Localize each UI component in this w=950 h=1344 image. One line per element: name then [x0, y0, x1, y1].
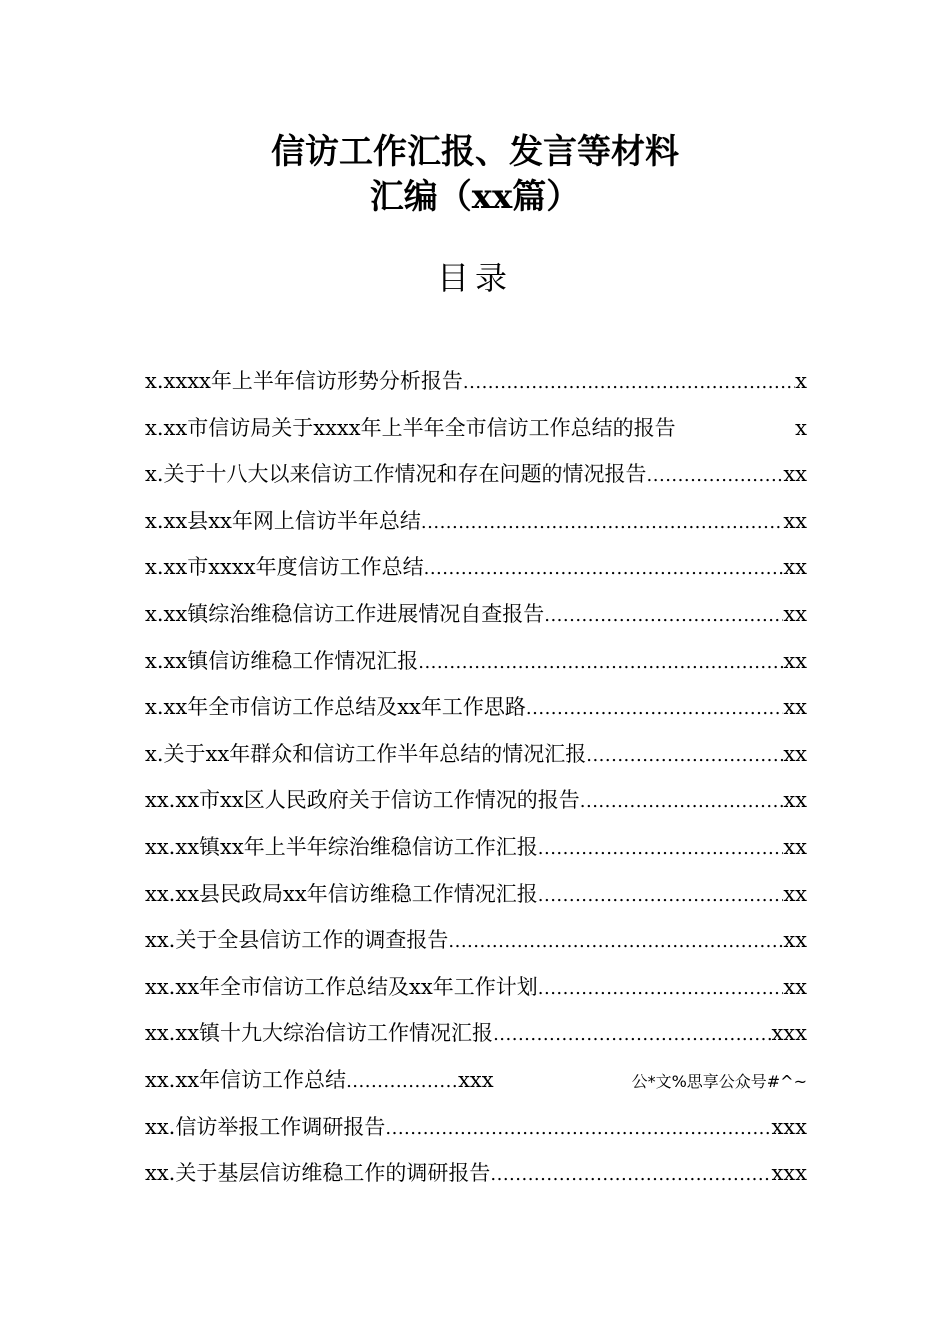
toc-entry-page: xxx: [771, 1161, 807, 1186]
toc-entry[interactable]: [145, 879, 807, 926]
toc-entry-title: xx镇十九大综治信访工作情况汇报: [175, 1021, 494, 1046]
toc-entry-number: xx.: [145, 834, 176, 859]
toc-leader-dots: [580, 785, 784, 819]
toc-entry[interactable]: [145, 646, 807, 693]
toc-entry-title: xx镇信访维稳工作情况汇报: [163, 648, 419, 673]
toc-heading: 目录: [436, 259, 513, 297]
toc-entry-number: xx.: [145, 974, 176, 999]
toc-entry-page: xxx: [771, 1114, 807, 1139]
toc-entry-title: 关于xx年群众和信访工作半年总结的情况汇报: [163, 741, 587, 766]
toc-entry-title: xx市xx区人民政府关于信访工作情况的报告: [175, 788, 580, 813]
toc-entry-page: xxx: [458, 1067, 494, 1092]
toc-entry-number: x.: [145, 555, 164, 580]
document-title-line-2: 汇编（xx篇）: [369, 177, 581, 217]
toc-entry-title: 信访举报工作调研报告: [175, 1114, 386, 1139]
toc-entry-number: x.: [145, 741, 164, 766]
toc-entry[interactable]: [145, 459, 807, 506]
toc-entry-title: 关于基层信访维稳工作的调研报告: [175, 1161, 491, 1186]
toc-entry[interactable]: [145, 1158, 807, 1205]
toc-entry[interactable]: [145, 1065, 807, 1112]
toc-entry[interactable]: [145, 739, 807, 786]
toc-entry-number: xx.: [145, 1161, 176, 1186]
toc-entry-page: xx: [783, 788, 807, 813]
toc-entry-title: xx年全市信访工作总结及xx年工作计划: [175, 974, 538, 999]
toc-leader-dots: [385, 1112, 771, 1146]
toc-entry-number: x.: [145, 508, 164, 533]
toc-entry-page: xx: [783, 695, 807, 720]
toc-entry-number: x.: [145, 648, 164, 673]
toc-leader-dots: [424, 552, 784, 586]
toc-leader-dots: [586, 739, 783, 773]
toc-entry-page: xx: [783, 881, 807, 906]
toc-entry-number: x.: [145, 695, 164, 720]
toc-leader-dots: [647, 459, 784, 493]
toc-entry-title: xx镇综治维稳信访工作进展情况自查报告: [163, 601, 545, 626]
toc-leader-dots: [544, 599, 783, 633]
toc-entry-title: xx县民政局xx年信访维稳工作情况汇报: [175, 881, 538, 906]
toc-leader-dots: [538, 832, 784, 866]
toc-entry-number: x.: [145, 601, 164, 626]
toc-entry[interactable]: [145, 1112, 807, 1159]
toc-entry-number: x.: [145, 415, 164, 440]
toc-leader-dots: [463, 366, 795, 400]
toc-entry-title: xx县xx年网上信访半年总结: [163, 508, 421, 533]
toc-entry[interactable]: [145, 925, 807, 972]
toc-entry-page: xx: [783, 834, 807, 859]
toc-entry-page: xx: [783, 928, 807, 953]
toc-entry-page: xx: [783, 508, 807, 533]
toc-entry-number: x.: [145, 462, 164, 487]
toc-entry-page: xxx: [771, 1021, 807, 1046]
toc-leader-dots: [538, 879, 784, 913]
toc-entry-page: xx: [783, 741, 807, 766]
toc-entry[interactable]: [145, 785, 807, 832]
toc-leader-dots: [538, 972, 784, 1006]
toc-entry-number: xx.: [145, 1114, 176, 1139]
watermark-text: 公*文%思享公众号#^~: [631, 1071, 807, 1091]
toc-entry[interactable]: [145, 972, 807, 1019]
toc-leader-dots: [448, 925, 783, 959]
toc-leader-dots: [490, 1158, 771, 1192]
toc-entry[interactable]: [145, 599, 807, 646]
toc-entry-title: xx镇xx年上半年综治维稳信访工作汇报: [175, 834, 538, 859]
toc-entry-title: 关于十八大以来信访工作情况和存在问题的情况报告: [163, 462, 647, 487]
toc-entry-title: xxxx年上半年信访形势分析报告: [163, 369, 463, 393]
toc-entry[interactable]: [145, 366, 807, 413]
toc-entry-page: x: [795, 415, 807, 440]
toc-entry[interactable]: [145, 692, 807, 739]
toc-leader-dots: [493, 1018, 771, 1052]
toc-leader-dots: [418, 646, 783, 680]
toc-entry[interactable]: [145, 552, 807, 599]
toc-entry-number: xx.: [145, 1021, 176, 1046]
toc-entry-title: xx年全市信访工作总结及xx年工作思路: [163, 695, 526, 720]
document-title-line-1: 信访工作汇报、发言等材料: [271, 132, 679, 172]
toc-leader-dots: [526, 692, 783, 726]
toc-entry-title: xx市信访局关于xxxx年上半年全市信访工作总结的报告: [163, 415, 676, 440]
toc-entry-page: xx: [783, 555, 807, 580]
toc-entry-number: xx.: [145, 881, 176, 906]
toc-entry-title: xx市xxxx年度信访工作总结: [163, 555, 424, 580]
toc-entry-title: xx年信访工作总结: [175, 1067, 347, 1092]
toc-entry-page: xx: [783, 601, 807, 626]
toc-entry-page: x: [795, 369, 807, 393]
toc-entry-page: xx: [783, 462, 807, 487]
toc-entry[interactable]: [145, 413, 807, 460]
toc-entry-number: x.: [145, 369, 164, 393]
toc-entry-number: xx.: [145, 1067, 176, 1092]
toc-entry-number: xx.: [145, 928, 176, 953]
toc-leader-dots: ..................: [346, 1070, 459, 1092]
toc-entry-page: xx: [783, 974, 807, 999]
toc-entry-number: xx.: [145, 788, 176, 813]
toc-entry[interactable]: [145, 1018, 807, 1065]
toc-leader-dots: [421, 506, 783, 540]
table-of-contents: [145, 366, 807, 1205]
toc-entry[interactable]: [145, 832, 807, 879]
toc-entry-page: xx: [783, 648, 807, 673]
toc-entry[interactable]: [145, 506, 807, 553]
toc-entry-title: 关于全县信访工作的调查报告: [175, 928, 449, 953]
